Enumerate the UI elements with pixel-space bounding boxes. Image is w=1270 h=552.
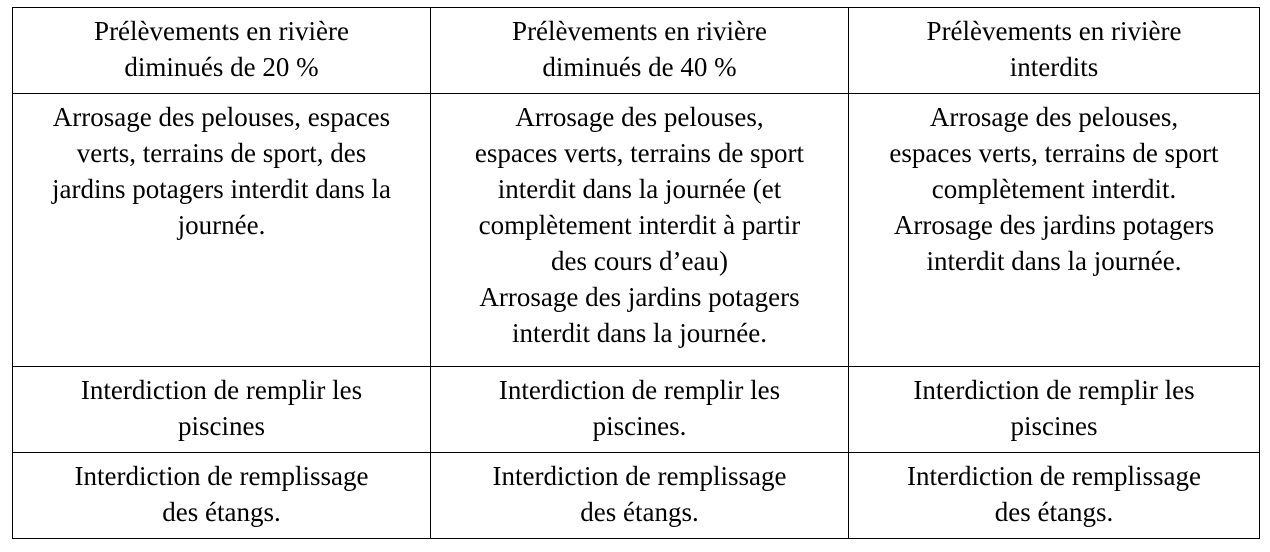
table-cell: Interdiction de remplissage des étangs.	[849, 453, 1260, 539]
table-cell: Interdiction de remplissage des étangs.	[13, 453, 431, 539]
table-row-pools	[13, 367, 1260, 453]
table-row-ponds	[13, 453, 1260, 539]
table-cell: Interdiction de remplissage des étangs.	[431, 453, 849, 539]
table-cell: Interdiction de remplir les piscines	[849, 367, 1260, 453]
table-cell: Arrosage des pelouses, espaces verts, terrains de sport complètement interdit. Arrosage des jardins potagers interdit dans la journée.	[849, 94, 1260, 367]
table-header-row	[13, 8, 1260, 94]
restrictions-table	[12, 7, 1260, 539]
header-cell-reduced-40: Prélèvements en rivière diminués de 40 %	[431, 8, 849, 94]
table-cell: Arrosage des pelouses, espaces verts, terrains de sport interdit dans la journée (et complètement interdit à partir des cours d’eau) Arrosage des jardins potagers interdit dans la journée.	[431, 94, 849, 367]
table-row-watering	[13, 94, 1260, 367]
header-cell-reduced-20: Prélèvements en rivière diminués de 20 %	[13, 8, 431, 94]
header-cell-forbidden: Prélèvements en rivière interdits	[849, 8, 1260, 94]
table-cell: Arrosage des pelouses, espaces verts, terrains de sport, des jardins potagers interdit dans la journée.	[13, 94, 431, 367]
table-cell: Interdiction de remplir les piscines	[13, 367, 431, 453]
table-cell: Interdiction de remplir les piscines.	[431, 367, 849, 453]
